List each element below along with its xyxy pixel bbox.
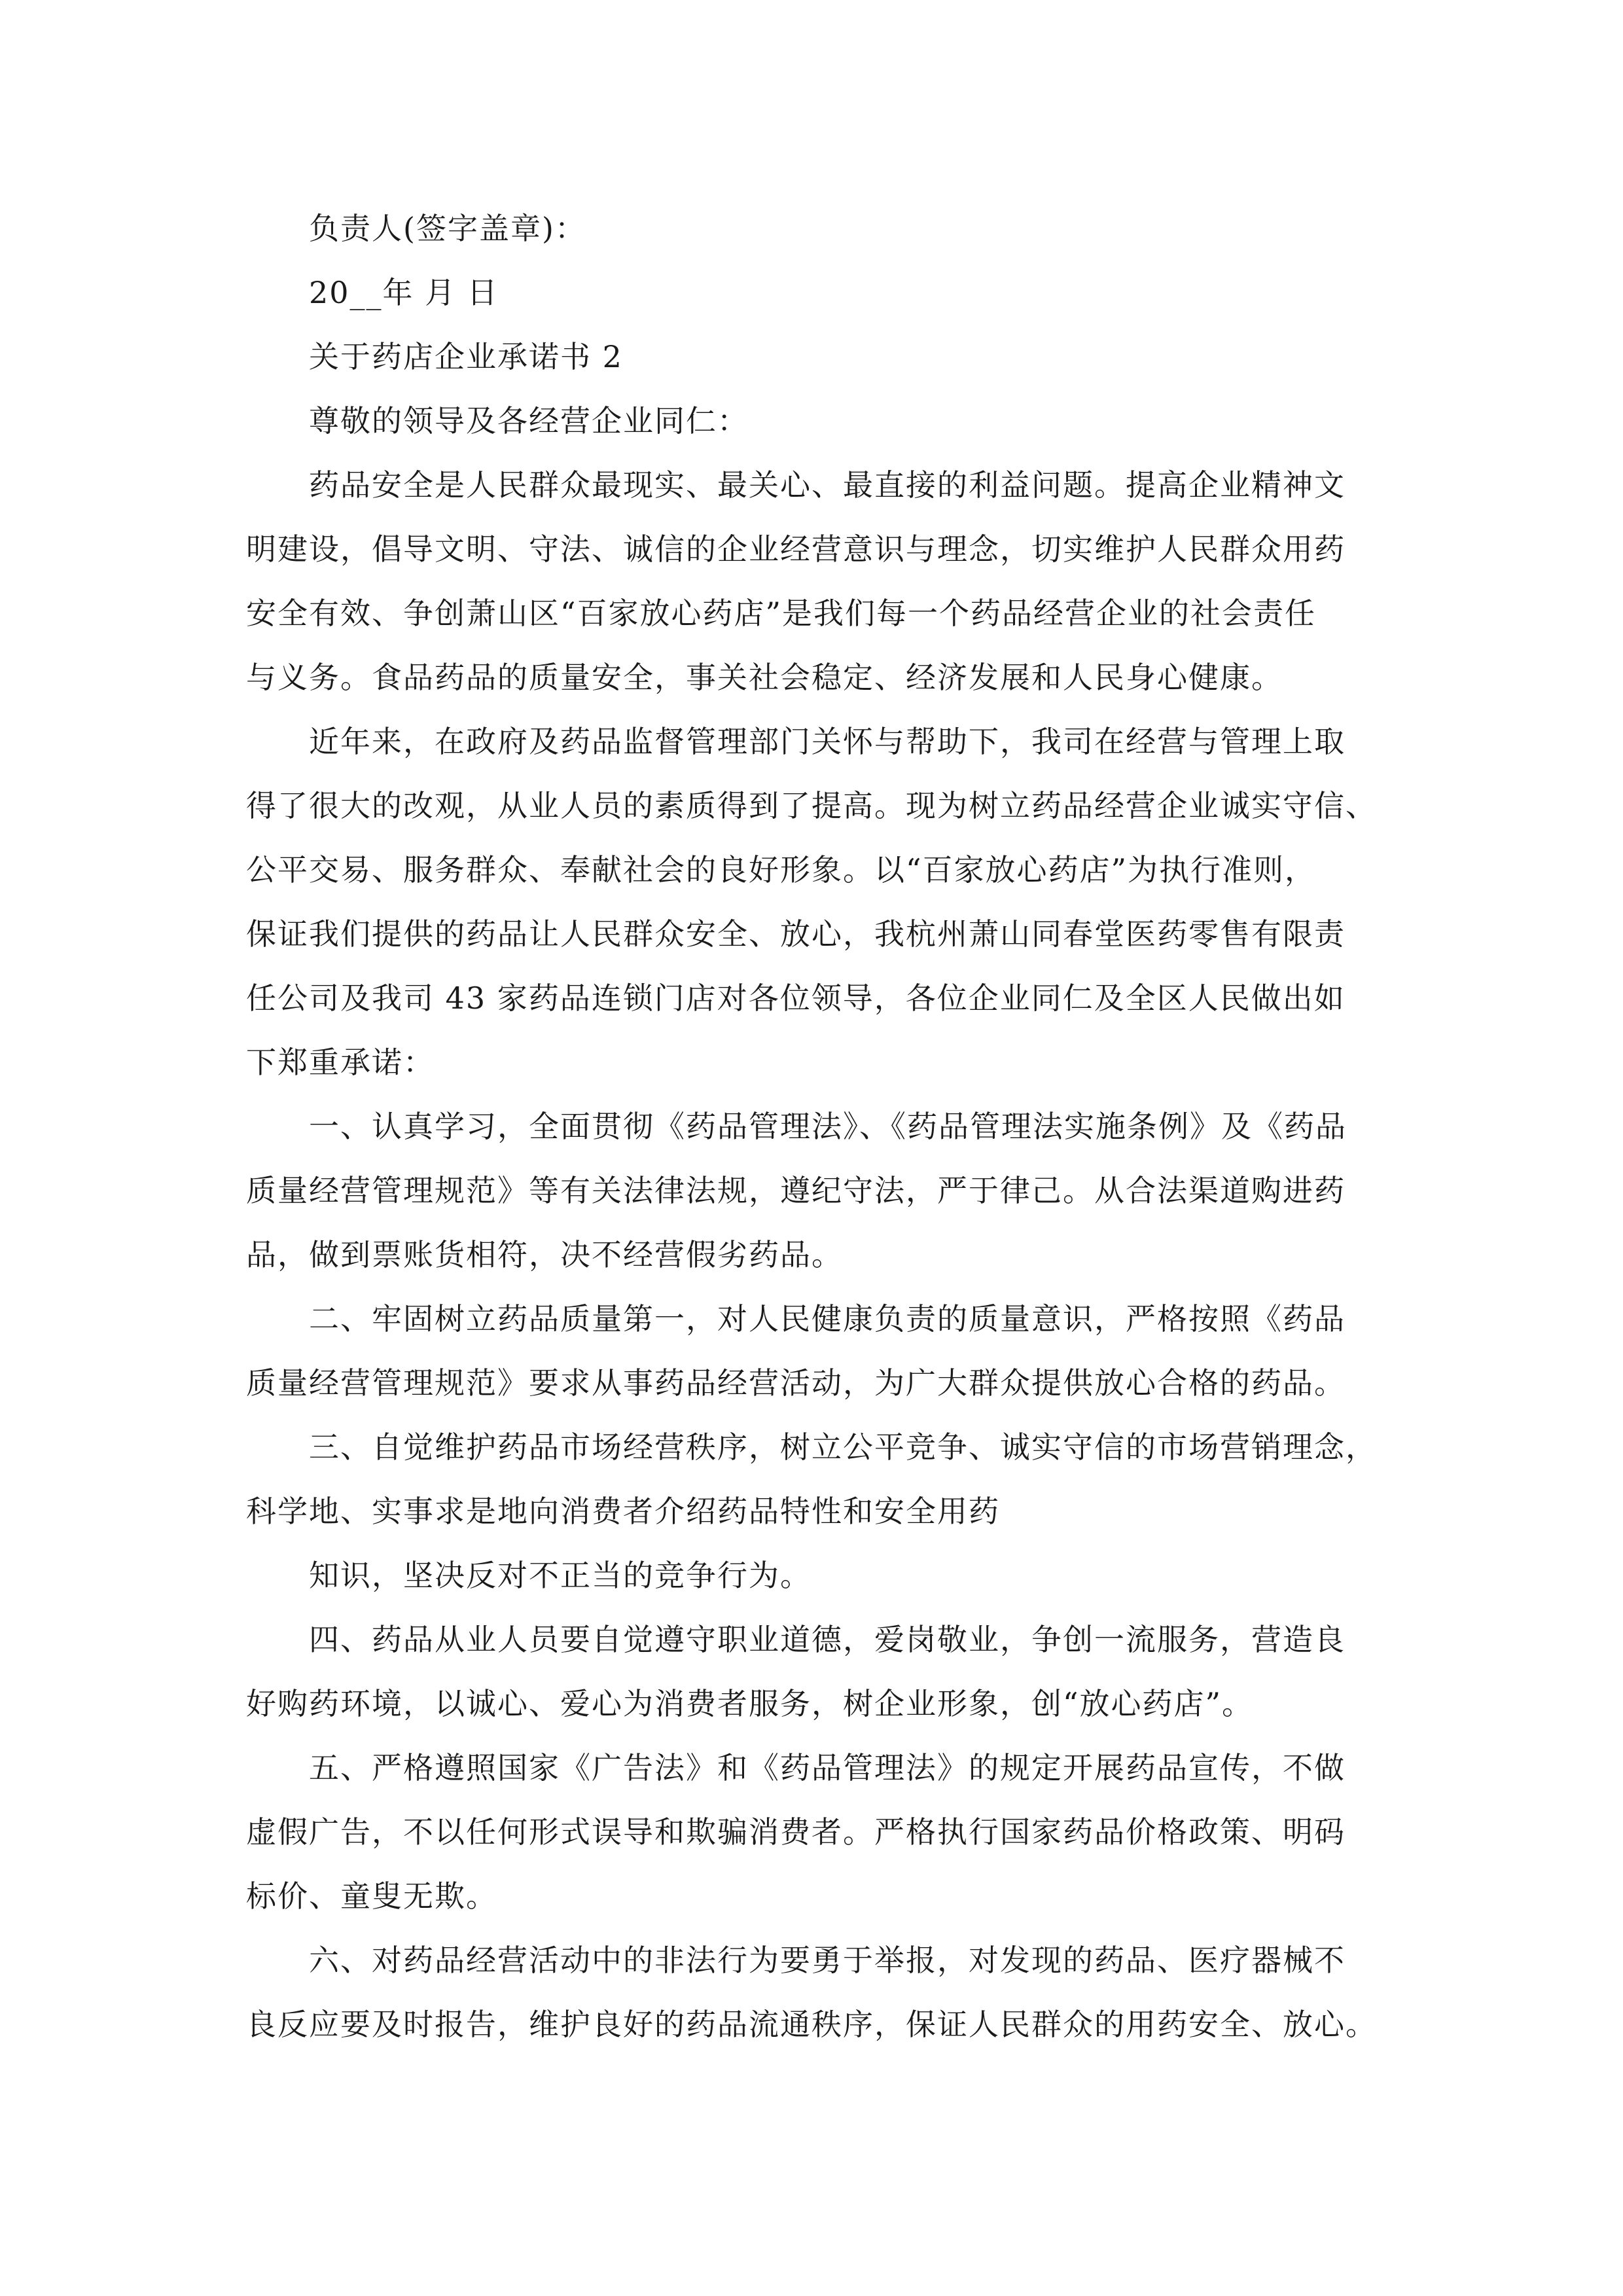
paragraph-line: 六、对药品经营活动中的非法行为要勇于举报，对发现的药品、医疗器械不 [309,1943,1346,1978]
paragraph-line: 质量经营管理规范》要求从事药品经营活动，为广大群众提供放心合格的药品。 [246,1365,1346,1401]
paragraph-line: 任公司及我司 43 家药品连锁门店对各位领导，各位企业同仁及全区人民做出如 [246,980,1346,1016]
paragraph-line: 标价、童叟无欺。 [246,1878,497,1914]
commitment-2 [246,1287,1382,1415]
commitment-3 [246,1415,1382,1543]
paragraph-line: 一、认真学习，全面贯彻《药品管理法》、《药品管理法实施条例》及《药品 [309,1109,1347,1144]
paragraph-line: 二、牢固树立药品质量第一，对人民健康负责的质量意识，严格按照《药品 [309,1301,1346,1336]
paragraph-line: 四、药品从业人员要自觉遵守职业道德，爱岗敬业，争创一流服务，营造良 [309,1622,1346,1657]
commitment-5 [246,1736,1382,1928]
paragraph-line: 虚假广告，不以任何形式误导和欺骗消费者。严格执行国家药品价格政策、明码 [246,1814,1346,1850]
paragraph-line: 五、严格遵照国家《广告法》和《药品管理法》的规定开展药品宣传，不做 [309,1750,1346,1785]
paragraph-line: 明建设，倡导文明、守法、诚信的企业经营意识与理念，切实维护人民群众用药 [246,531,1346,567]
paragraph-1 [246,453,1382,709]
paragraph-line: 公平交易、服务群众、奉献社会的良好形象。以“百家放心药店”为执行准则， [246,852,1317,888]
paragraph-line: 得了很大的改观，从业人员的素质得到了提高。现为树立药品经营企业诚实守信、 [246,788,1377,823]
paragraph-line: 科学地、实事求是地向消费者介绍药品特性和安全用药 [246,1494,1000,1529]
paragraph-line: 与义务。食品药品的质量安全，事关社会稳定、经济发展和人民身心健康。 [246,660,1283,695]
commitment-1 [246,1094,1382,1287]
commitment-3-continued [246,1543,1382,1607]
paragraph-2 [246,709,1382,1094]
salutation: 尊敬的领导及各经营企业同仁： [309,403,749,439]
paragraph-line: 品，做到票账货相符，决不经营假劣药品。 [246,1237,843,1272]
paragraph-line: 知识，坚决反对不正当的竞争行为。 [309,1558,812,1593]
commitment-4 [246,1607,1382,1736]
paragraph-line: 良反应要及时报告，维护良好的药品流通秩序，保证人民群众的用药安全、放心。 [246,2007,1377,2042]
paragraph-line: 保证我们提供的药品让人民群众安全、放心，我杭州萧山同春堂医药零售有限责 [246,916,1346,952]
document-body [246,196,1382,2056]
document-heading: 关于药店企业承诺书 2 [309,339,623,374]
paragraph-line: 好购药环境，以诚心、爱心为消费者服务，树企业形象，创“放心药店”。 [246,1686,1254,1721]
paragraph-line: 药品安全是人民群众最现实、最关心、最直接的利益问题。提高企业精神文 [309,467,1346,503]
paragraph-line: 质量经营管理规范》等有关法律法规，遵纪守法，严于律己。从合法渠道购进药 [246,1173,1346,1208]
date-line: 20__年 月 日 [309,275,499,310]
paragraph-line: 近年来，在政府及药品监督管理部门关怀与帮助下，我司在经营与管理上取 [309,724,1346,759]
paragraph-line: 三、自觉维护药品市场经营秩序，树立公平竞争、诚实守信的市场营销理念， [309,1429,1377,1465]
signer-line: 负责人(签字盖章)： [309,211,586,246]
paragraph-line: 下郑重承诺： [246,1045,435,1080]
paragraph-line: 安全有效、争创萧山区“百家放心药店”是我们每一个药品经营企业的社会责任 [246,596,1317,631]
commitment-6 [246,1928,1382,2056]
